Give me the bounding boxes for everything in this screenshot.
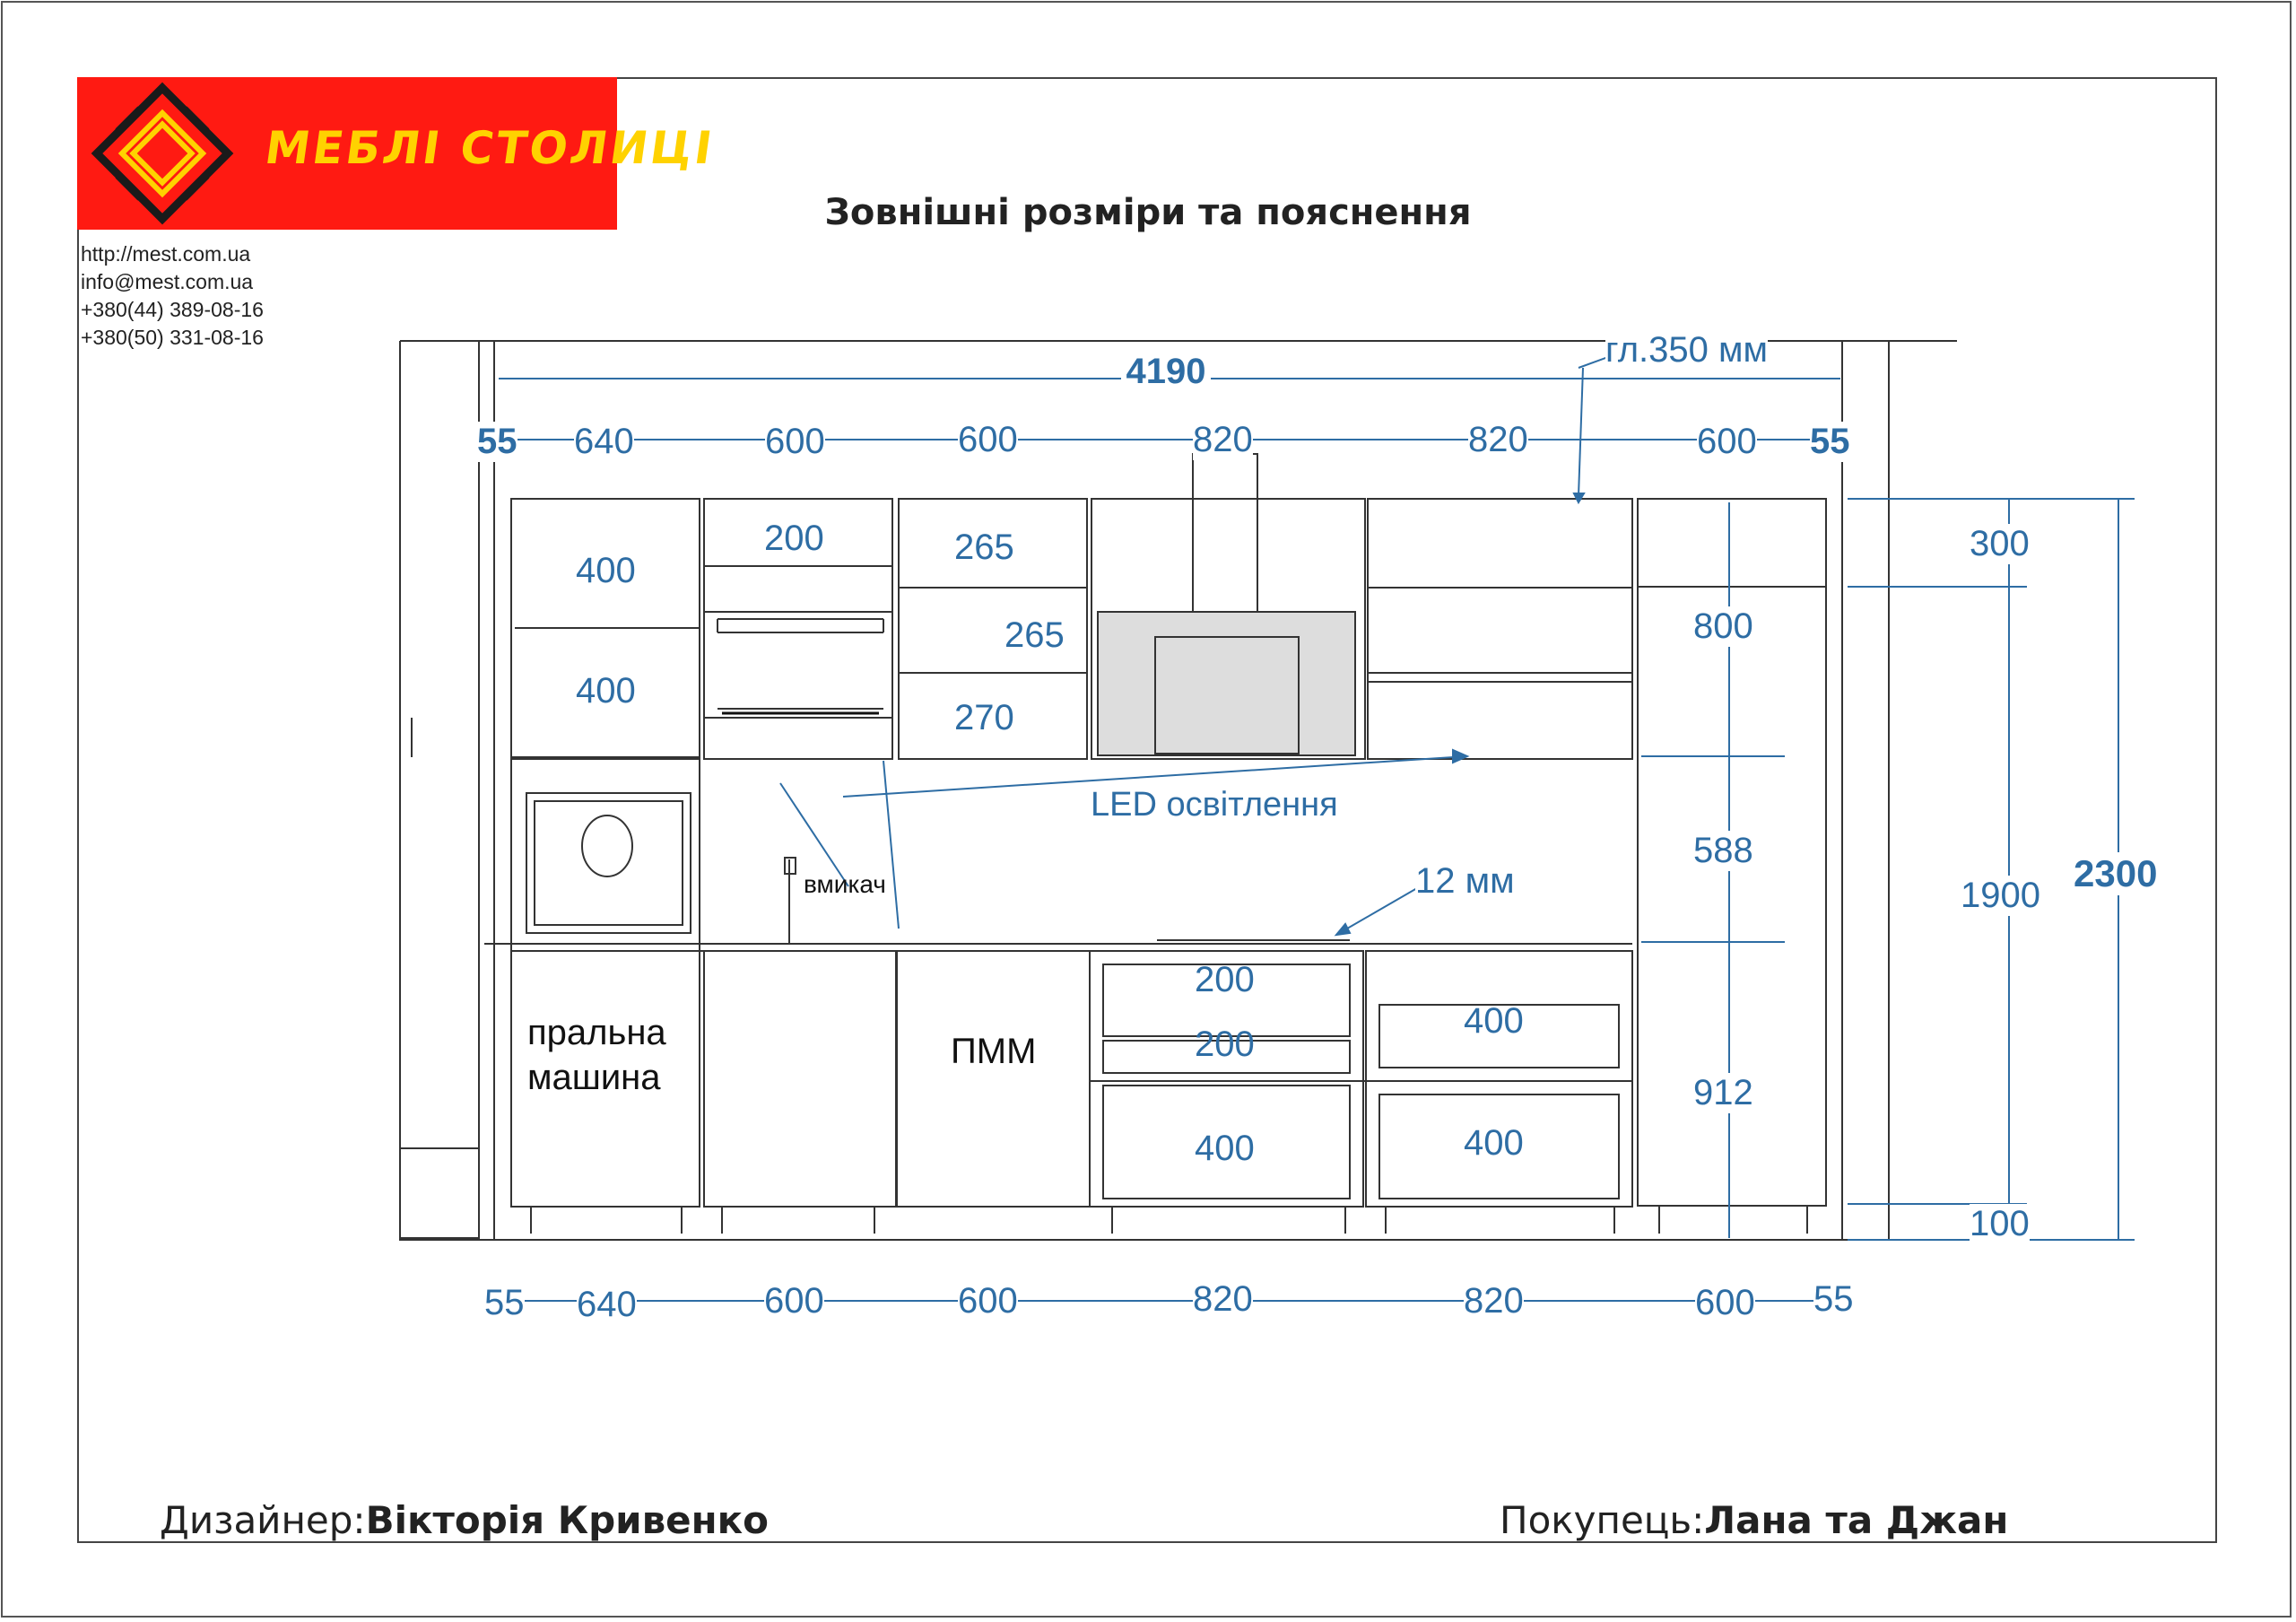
top-width-6: 600	[1697, 422, 1757, 461]
customer-credit	[1500, 1498, 2008, 1542]
top-width-4: 820	[1193, 420, 1253, 459]
dishwasher-label: ПММ	[951, 1032, 1037, 1071]
washer-label-line-2: машина	[527, 1058, 661, 1097]
right-height-2: 100	[1970, 1204, 2030, 1243]
shelf-col1-0: 400	[576, 551, 636, 590]
backsplash-thickness: 12 мм	[1415, 861, 1515, 901]
website-link[interactable]: http://mest.com.ua	[81, 242, 251, 266]
switch-label: вмикач	[804, 870, 886, 898]
led-label: LED освітлення	[1091, 786, 1338, 824]
designer-credit	[160, 1498, 769, 1542]
shelf-col3-2: 270	[954, 698, 1014, 737]
top-width-7: 55	[1810, 422, 1850, 461]
bottom-width-4: 820	[1193, 1279, 1253, 1319]
drawer-col5-1: 400	[1464, 1123, 1524, 1163]
page-title: Зовнішні розміри та пояснення	[824, 192, 1472, 233]
column-height-0: 800	[1693, 606, 1753, 646]
washer-label	[527, 1010, 666, 1100]
phone-2: +380(50) 331-08-16	[81, 326, 264, 349]
drawer-col5-0: 400	[1464, 1001, 1524, 1041]
top-width-5: 820	[1468, 420, 1528, 459]
right-height-0: 300	[1970, 524, 2030, 563]
phone-1: +380(44) 389-08-16	[81, 298, 264, 321]
bottom-width-5: 820	[1464, 1281, 1524, 1321]
shelf-col2-0: 200	[764, 519, 824, 558]
total-height-label: 2300	[2074, 852, 2158, 894]
depth-note: гл.350 мм	[1605, 330, 1769, 370]
bottom-width-2: 600	[764, 1281, 824, 1321]
brand-name: МЕБЛІ СТОЛИЦІ	[261, 122, 718, 174]
drawer-col4-1: 200	[1195, 1025, 1255, 1064]
designer-name: Вікторія Кривенко	[365, 1498, 770, 1542]
top-width-2: 600	[765, 422, 825, 461]
designer-label: Дизайнер:	[160, 1498, 366, 1542]
top-width-0: 55	[477, 422, 517, 461]
washer-label-line-1: пральна	[527, 1013, 666, 1052]
right-height-1: 1900	[1961, 876, 2040, 915]
bottom-width-0: 55	[484, 1283, 525, 1322]
customer-name: Лана та Джан	[1704, 1498, 2009, 1542]
bottom-width-7: 55	[1813, 1279, 1854, 1319]
customer-label: Покупець:	[1500, 1498, 1705, 1542]
bottom-width-6: 600	[1695, 1283, 1755, 1322]
shelf-col1-1: 400	[576, 671, 636, 711]
bottom-width-1: 640	[577, 1285, 637, 1324]
top-width-3: 600	[958, 420, 1018, 459]
shelf-col3-0: 265	[954, 528, 1014, 567]
column-height-1: 588	[1693, 831, 1753, 870]
drawer-col4-0: 200	[1195, 960, 1255, 999]
bottom-width-3: 600	[958, 1281, 1018, 1321]
top-width-1: 640	[574, 422, 634, 461]
email-link[interactable]: info@mest.com.ua	[81, 270, 254, 293]
total-width-label: 4190	[1121, 352, 1211, 392]
column-height-2: 912	[1693, 1073, 1753, 1112]
shelf-col3-1: 265	[1004, 615, 1065, 655]
drawer-col4-2: 400	[1195, 1129, 1255, 1168]
